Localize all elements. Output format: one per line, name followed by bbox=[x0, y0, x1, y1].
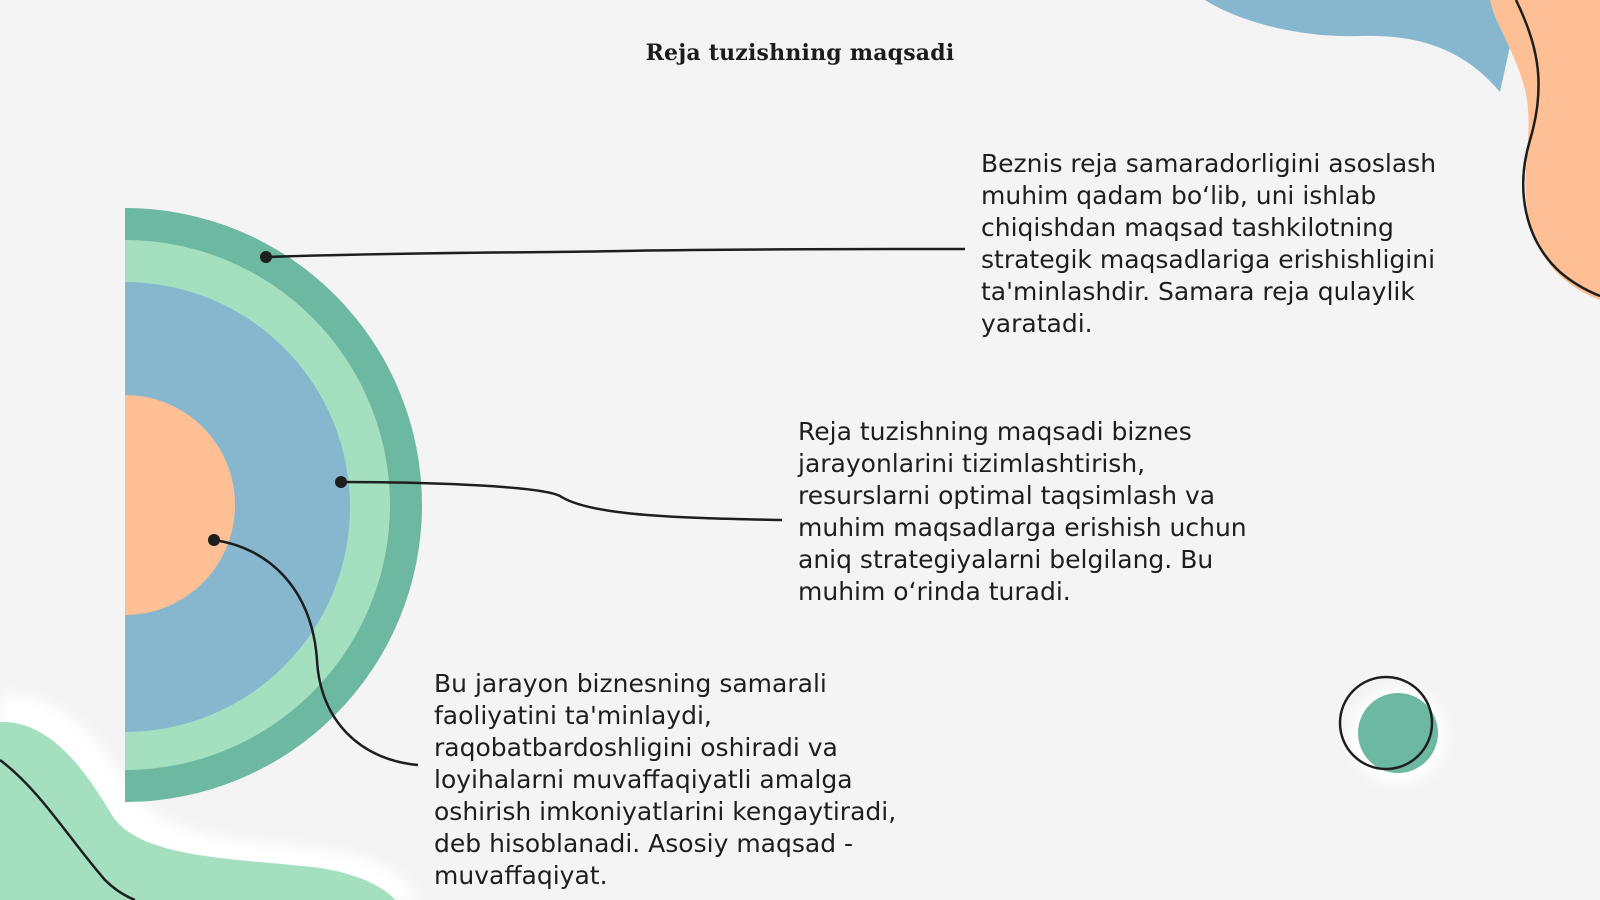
circle-accent bbox=[1340, 677, 1446, 784]
connector-2-dot bbox=[335, 476, 347, 488]
connector-3-dot bbox=[208, 534, 220, 546]
connector-1-dot bbox=[260, 251, 272, 263]
circle-accent-fill bbox=[1358, 693, 1438, 773]
connector-1 bbox=[260, 249, 965, 263]
callout-text-3: Bu jarayon biznesning samarali faoliyatini ta'minlaydi, raqobatbardoshligini oshiradi va loyihalarni muvaffaqiyatli amalga oshirish imkoniyatlarini kengaytiradi, deb hisoblanadi. Asosiy maqsad - muvaffaqiyat. bbox=[434, 669, 897, 890]
slide-title: Reja tuzishning maqsadi bbox=[645, 40, 955, 66]
callout-text-2: Reja tuzishning maqsadi biznes jarayonlarini tizimlashtirish, resurslarni optimal taqsimlash va muhim maqsadlarga erishish uchun aniq strategiyalarni belgilang. Bu muhim o‘rinda turadi. bbox=[798, 417, 1247, 606]
callout-text-1: Beznis reja samaradorligini asoslash muhim qadam bo‘lib, uni ishlab chiqishdan maqsad tashkilotning strategik maqsadlariga erishishligini ta'minlashdir. Samara reja qulaylik yaratadi. bbox=[981, 149, 1437, 338]
concentric-half-circle bbox=[125, 208, 422, 802]
